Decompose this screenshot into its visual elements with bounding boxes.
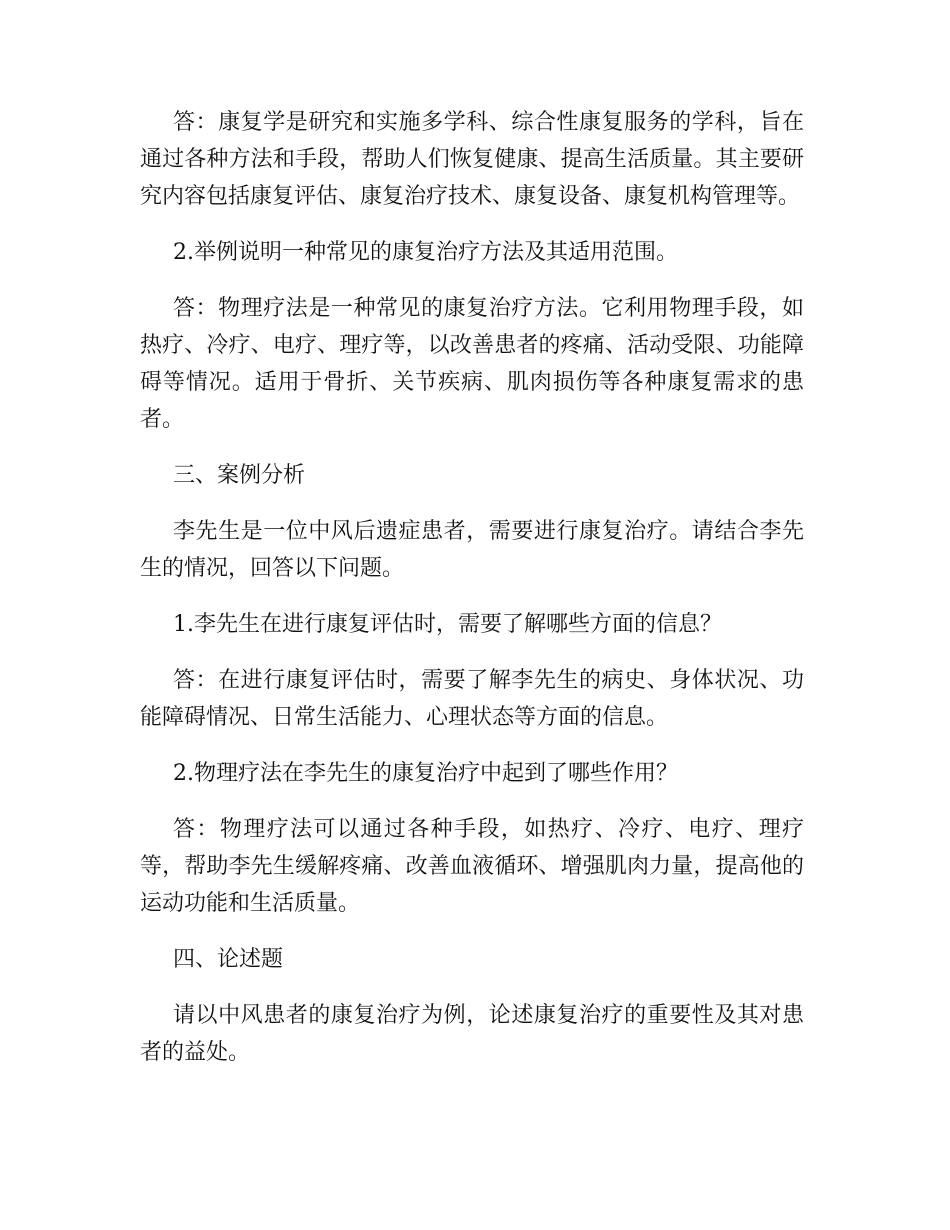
question-2: 2.举例说明一种常见的康复治疗方法及其适用范围。 [173, 240, 678, 265]
case-question-2: 2.物理疗法在李先生的康复治疗中起到了哪些作用？ [173, 761, 678, 786]
case-answer-1: 答：在进行康复评估时，需要了解李先生的病史、身体状况、功能障碍情况、日常生活能力、心理状态等方面的信息。 [140, 668, 804, 730]
answer-paragraph-2: 答：物理疗法是一种常见的康复治疗方法。它利用物理手段，如热疗、冷疗、电疗、理疗等，以改善患者的疼痛、活动受限、功能障碍等情况。适用于骨折、关节疾病、肌肉损伤等各种康复需求的患者。 [140, 296, 804, 432]
section-heading-case-analysis: 三、案例分析 [173, 463, 306, 488]
case-description: 李先生是一位中风后遗症患者，需要进行康复治疗。请结合李先生的情况，回答以下问题。 [140, 519, 804, 581]
section-heading-essay: 四、论述题 [173, 947, 284, 972]
document-body [140, 104, 804, 1090]
case-question-1: 1.李先生在进行康复评估时，需要了解哪些方面的信息？ [173, 612, 722, 637]
essay-question: 请以中风患者的康复治疗为例，论述康复治疗的重要性及其对患者的益处。 [140, 1003, 804, 1065]
case-answer-2: 答：物理疗法可以通过各种手段，如热疗、冷疗、电疗、理疗等，帮助李先生缓解疼痛、改善血液循环、增强肌肉力量，提高他的运动功能和生活质量。 [140, 817, 804, 916]
answer-paragraph-1: 答：康复学是研究和实施多学科、综合性康复服务的学科，旨在通过各种方法和手段，帮助人们恢复健康、提高生活质量。其主要研究内容包括康复评估、康复治疗技术、康复设备、康复机构管理等。 [140, 110, 804, 209]
